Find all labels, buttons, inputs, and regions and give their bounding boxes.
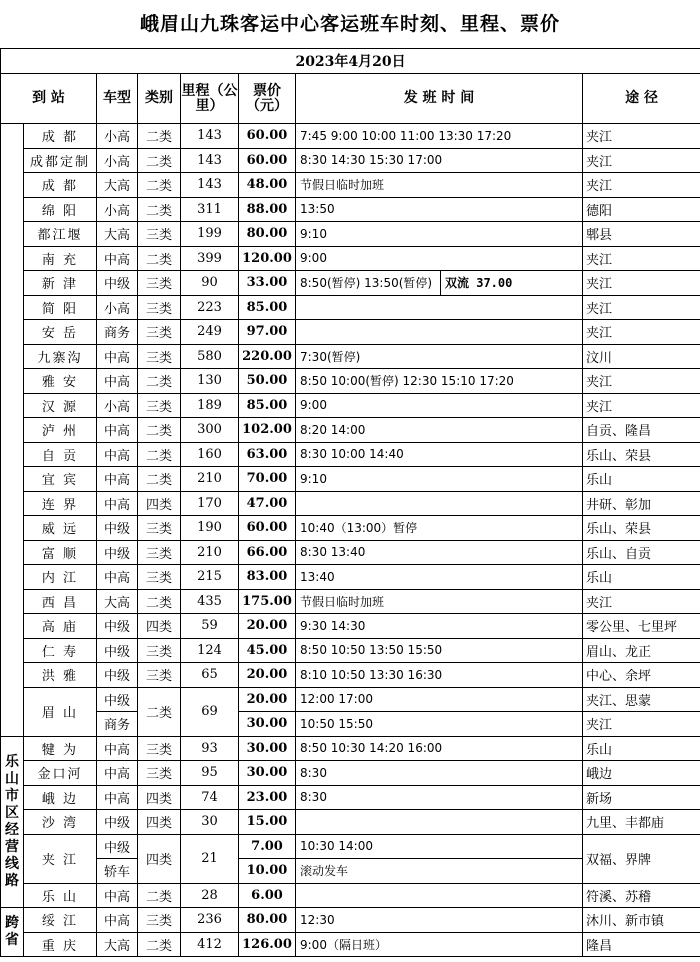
category-cell: 四类 <box>138 491 181 516</box>
times-cell: 9:00（隔日班） <box>296 932 583 957</box>
vehicle-cell: 中高 <box>97 883 138 908</box>
route-cell: 夹江 <box>583 148 700 173</box>
price-cell: 20.00 <box>239 687 296 712</box>
vehicle-cell: 小高 <box>97 124 138 149</box>
category-cell: 三类 <box>138 295 181 320</box>
price-cell: 60.00 <box>239 124 296 149</box>
route-cell: 新场 <box>583 785 700 810</box>
price-cell: 30.00 <box>239 712 296 737</box>
group-leshan-label: 乐 山 市 区 经 营 线 路 <box>1 736 24 908</box>
station-cell: 峨 边 <box>24 785 97 810</box>
mileage-cell: 65 <box>181 663 239 688</box>
table-row <box>1 344 700 369</box>
mileage-cell: 236 <box>181 908 239 933</box>
times-cell: 9:00 <box>296 393 583 418</box>
times-cell: 节假日临时加班 <box>296 173 583 198</box>
vehicle-cell: 中级 <box>97 516 138 541</box>
route-cell: 符溪、苏稽 <box>583 883 700 908</box>
price-cell: 80.00 <box>239 222 296 247</box>
category-cell: 四类 <box>138 810 181 835</box>
mileage-cell: 412 <box>181 932 239 957</box>
route-cell: 德阳 <box>583 197 700 222</box>
times-cell: 10:30 14:00 <box>296 834 583 859</box>
route-cell: 汶川 <box>583 344 700 369</box>
category-cell: 二类 <box>138 148 181 173</box>
route-cell: 乐山、自贡 <box>583 540 700 565</box>
vehicle-cell: 中高 <box>97 344 138 369</box>
category-cell: 二类 <box>138 442 181 467</box>
category-cell: 二类 <box>138 173 181 198</box>
times-cell: 10:40（13:00）暂停 <box>296 516 583 541</box>
mileage-cell: 130 <box>181 369 239 394</box>
mileage-cell: 580 <box>181 344 239 369</box>
times-cell <box>296 883 583 908</box>
times-cell <box>296 491 583 516</box>
times-cell: 13:40 <box>296 565 583 590</box>
station-cell: 南 充 <box>24 246 97 271</box>
category-cell: 二类 <box>138 197 181 222</box>
table-row <box>1 148 700 173</box>
table-row <box>1 810 700 835</box>
vehicle-cell: 中级 <box>97 687 138 712</box>
station-cell: 连 界 <box>24 491 97 516</box>
route-cell: 夹江 <box>583 173 700 198</box>
table-row <box>1 614 700 639</box>
table-row <box>1 565 700 590</box>
station-cell: 泸 州 <box>24 418 97 443</box>
vehicle-cell: 中级 <box>97 614 138 639</box>
station-cell: 威 远 <box>24 516 97 541</box>
vehicle-cell: 大高 <box>97 173 138 198</box>
table-row <box>1 663 700 688</box>
vehicle-cell: 中级 <box>97 663 138 688</box>
route-cell: 九里、丰都庙 <box>583 810 700 835</box>
table-row <box>1 516 700 541</box>
mileage-cell: 210 <box>181 540 239 565</box>
station-cell: 雅 安 <box>24 369 97 394</box>
route-cell: 郫县 <box>583 222 700 247</box>
price-cell: 85.00 <box>239 393 296 418</box>
route-cell: 夹江 <box>583 393 700 418</box>
table-row <box>1 712 700 737</box>
mileage-cell: 95 <box>181 761 239 786</box>
station-cell: 乐 山 <box>24 883 97 908</box>
category-cell: 三类 <box>138 393 181 418</box>
price-cell: 20.00 <box>239 663 296 688</box>
table-row <box>1 491 700 516</box>
station-cell: 成 都 <box>24 124 97 149</box>
date-header: 2023年4月20日 <box>1 49 700 74</box>
price-cell: 120.00 <box>239 246 296 271</box>
mileage-cell: 223 <box>181 295 239 320</box>
category-cell: 四类 <box>138 785 181 810</box>
route-cell: 峨边 <box>583 761 700 786</box>
vehicle-cell: 中高 <box>97 246 138 271</box>
table-row <box>1 222 700 247</box>
mileage-cell: 143 <box>181 148 239 173</box>
route-cell: 夹江、思蒙 <box>583 687 700 712</box>
times-cell: 8:30 13:40 <box>296 540 583 565</box>
route-cell: 双福、界牌 <box>583 834 700 883</box>
times-cell <box>296 810 583 835</box>
times-cell: 9:10 <box>296 467 583 492</box>
route-cell: 夹江 <box>583 295 700 320</box>
price-cell: 7.00 <box>239 834 296 859</box>
vehicle-cell: 小高 <box>97 295 138 320</box>
times-cell: 8:50 10:30 14:20 16:00 <box>296 736 583 761</box>
times-cell: 节假日临时加班 <box>296 589 583 614</box>
route-cell: 夹江 <box>583 271 700 296</box>
station-cell: 九寨沟 <box>24 344 97 369</box>
table-row <box>1 736 700 761</box>
times-cell: 8:20 14:00 <box>296 418 583 443</box>
times-cell: 10:50 15:50 <box>296 712 583 737</box>
times-cell: 8:30 10:00 14:40 <box>296 442 583 467</box>
station-cell: 内 江 <box>24 565 97 590</box>
category-cell: 二类 <box>138 418 181 443</box>
category-cell: 三类 <box>138 908 181 933</box>
times-cell: 8:30 <box>296 785 583 810</box>
category-cell: 四类 <box>138 834 181 883</box>
route-cell: 乐山 <box>583 467 700 492</box>
mileage-cell: 170 <box>181 491 239 516</box>
mileage-cell: 28 <box>181 883 239 908</box>
category-cell: 二类 <box>138 932 181 957</box>
category-cell: 三类 <box>138 344 181 369</box>
station-cell: 夹 江 <box>24 834 97 883</box>
table-row <box>1 589 700 614</box>
table-row <box>1 442 700 467</box>
vehicle-cell: 小高 <box>97 393 138 418</box>
station-cell: 金口河 <box>24 761 97 786</box>
category-cell: 二类 <box>138 246 181 271</box>
mileage-cell: 435 <box>181 589 239 614</box>
group-cross-label: 跨 省 <box>1 908 24 957</box>
mileage-cell: 93 <box>181 736 239 761</box>
header-mileage: 里程（公里） <box>181 74 239 124</box>
price-cell: 60.00 <box>239 516 296 541</box>
table-row <box>1 173 700 198</box>
category-cell: 二类 <box>138 369 181 394</box>
station-cell: 成都定制 <box>24 148 97 173</box>
price-cell: 83.00 <box>239 565 296 590</box>
table-row <box>1 908 700 933</box>
station-cell: 仁 寿 <box>24 638 97 663</box>
mileage-cell: 199 <box>181 222 239 247</box>
price-cell: 10.00 <box>239 859 296 884</box>
price-cell: 23.00 <box>239 785 296 810</box>
category-cell: 二类 <box>138 687 181 736</box>
route-cell: 夹江 <box>583 369 700 394</box>
header-row <box>1 74 700 124</box>
table-row <box>1 932 700 957</box>
route-cell: 隆昌 <box>583 932 700 957</box>
vehicle-cell: 轿车 <box>97 859 138 884</box>
price-cell: 20.00 <box>239 614 296 639</box>
price-cell: 66.00 <box>239 540 296 565</box>
station-cell: 都江堰 <box>24 222 97 247</box>
category-cell: 三类 <box>138 516 181 541</box>
price-cell: 175.00 <box>239 589 296 614</box>
price-cell: 47.00 <box>239 491 296 516</box>
station-cell: 高 庙 <box>24 614 97 639</box>
mileage-cell: 311 <box>181 197 239 222</box>
route-cell: 乐山 <box>583 565 700 590</box>
route-cell: 井研、彰加 <box>583 491 700 516</box>
schedule-table <box>0 48 700 957</box>
table-row <box>1 785 700 810</box>
station-cell: 眉 山 <box>24 687 97 736</box>
vehicle-cell: 大高 <box>97 222 138 247</box>
price-cell: 33.00 <box>239 271 296 296</box>
vehicle-cell: 中高 <box>97 491 138 516</box>
table-row <box>1 883 700 908</box>
mileage-cell: 59 <box>181 614 239 639</box>
route-cell: 夹江 <box>583 124 700 149</box>
mileage-cell: 143 <box>181 124 239 149</box>
price-cell: 70.00 <box>239 467 296 492</box>
vehicle-cell: 中高 <box>97 785 138 810</box>
station-cell: 安 岳 <box>24 320 97 345</box>
vehicle-cell: 中级 <box>97 271 138 296</box>
mileage-cell: 399 <box>181 246 239 271</box>
category-cell: 三类 <box>138 320 181 345</box>
route-cell: 乐山 <box>583 736 700 761</box>
mileage-cell: 124 <box>181 638 239 663</box>
price-cell: 88.00 <box>239 197 296 222</box>
times-cell: 8:30 14:30 15:30 17:00 <box>296 148 583 173</box>
header-route: 途 径 <box>583 74 700 124</box>
vehicle-cell: 中级 <box>97 810 138 835</box>
price-cell: 15.00 <box>239 810 296 835</box>
route-cell: 沐川、新市镇 <box>583 908 700 933</box>
vehicle-cell: 中高 <box>97 418 138 443</box>
vehicle-cell: 中高 <box>97 442 138 467</box>
times-extra-cell: 双流 37.00 <box>441 271 583 296</box>
station-cell: 绵 阳 <box>24 197 97 222</box>
table-row <box>1 761 700 786</box>
price-cell: 50.00 <box>239 369 296 394</box>
header-times: 发 班 时 间 <box>296 74 583 124</box>
times-cell <box>296 320 583 345</box>
mileage-cell: 90 <box>181 271 239 296</box>
route-cell: 夹江 <box>583 712 700 737</box>
mileage-cell: 300 <box>181 418 239 443</box>
mileage-cell: 190 <box>181 516 239 541</box>
mileage-cell: 143 <box>181 173 239 198</box>
times-cell: 7:30(暂停) <box>296 344 583 369</box>
table-row <box>1 638 700 663</box>
route-cell: 夹江 <box>583 320 700 345</box>
mileage-cell: 30 <box>181 810 239 835</box>
category-cell: 三类 <box>138 736 181 761</box>
group-blank <box>1 124 24 737</box>
table-row <box>1 687 700 712</box>
mileage-cell: 249 <box>181 320 239 345</box>
times-cell: 8:30 <box>296 761 583 786</box>
station-cell: 西 昌 <box>24 589 97 614</box>
mileage-cell: 160 <box>181 442 239 467</box>
table-row <box>1 320 700 345</box>
vehicle-cell: 中高 <box>97 467 138 492</box>
times-cell: 13:50 <box>296 197 583 222</box>
times-cell: 12:00 17:00 <box>296 687 583 712</box>
times-cell: 8:50 10:00(暂停) 12:30 15:10 17:20 <box>296 369 583 394</box>
vehicle-cell: 中高 <box>97 369 138 394</box>
route-cell: 眉山、龙正 <box>583 638 700 663</box>
category-cell: 三类 <box>138 271 181 296</box>
station-cell: 沙 湾 <box>24 810 97 835</box>
station-cell: 新 津 <box>24 271 97 296</box>
station-cell: 宜 宾 <box>24 467 97 492</box>
times-cell: 7:45 9:00 10:00 11:00 13:30 17:20 <box>296 124 583 149</box>
table-row <box>1 393 700 418</box>
vehicle-cell: 中高 <box>97 761 138 786</box>
header-price: 票价（元） <box>239 74 296 124</box>
route-cell: 夹江 <box>583 246 700 271</box>
times-cell: 8:50 10:50 13:50 15:50 <box>296 638 583 663</box>
mileage-cell: 69 <box>181 687 239 736</box>
price-cell: 48.00 <box>239 173 296 198</box>
price-cell: 63.00 <box>239 442 296 467</box>
price-cell: 102.00 <box>239 418 296 443</box>
category-cell: 三类 <box>138 565 181 590</box>
table-row <box>1 467 700 492</box>
vehicle-cell: 中高 <box>97 908 138 933</box>
mileage-cell: 21 <box>181 834 239 883</box>
header-vehicle: 车型 <box>97 74 138 124</box>
route-cell: 自贡、隆昌 <box>583 418 700 443</box>
category-cell: 三类 <box>138 638 181 663</box>
route-cell: 中心、余坪 <box>583 663 700 688</box>
table-row <box>1 834 700 859</box>
station-cell: 自 贡 <box>24 442 97 467</box>
price-cell: 30.00 <box>239 761 296 786</box>
times-cell <box>296 295 583 320</box>
station-cell: 富 顺 <box>24 540 97 565</box>
category-cell: 四类 <box>138 614 181 639</box>
station-cell: 汉 源 <box>24 393 97 418</box>
category-cell: 二类 <box>138 589 181 614</box>
category-cell: 二类 <box>138 467 181 492</box>
mileage-cell: 74 <box>181 785 239 810</box>
vehicle-cell: 中级 <box>97 834 138 859</box>
station-cell: 犍 为 <box>24 736 97 761</box>
price-cell: 30.00 <box>239 736 296 761</box>
route-cell: 乐山、荣县 <box>583 442 700 467</box>
header-category: 类别 <box>138 74 181 124</box>
times-cell: 9:30 14:30 <box>296 614 583 639</box>
table-row <box>1 271 700 296</box>
station-cell: 洪 雅 <box>24 663 97 688</box>
price-cell: 97.00 <box>239 320 296 345</box>
vehicle-cell: 中级 <box>97 638 138 663</box>
times-cell: 12:30 <box>296 908 583 933</box>
table-row <box>1 295 700 320</box>
route-cell: 乐山、荣县 <box>583 516 700 541</box>
category-cell: 三类 <box>138 761 181 786</box>
table-row <box>1 246 700 271</box>
price-cell: 126.00 <box>239 932 296 957</box>
station-cell: 绥 江 <box>24 908 97 933</box>
vehicle-cell: 小高 <box>97 197 138 222</box>
price-cell: 60.00 <box>239 148 296 173</box>
vehicle-cell: 中级 <box>97 540 138 565</box>
table-row <box>1 540 700 565</box>
price-cell: 85.00 <box>239 295 296 320</box>
route-cell: 夹江 <box>583 589 700 614</box>
vehicle-cell: 大高 <box>97 932 138 957</box>
vehicle-cell: 商务 <box>97 712 138 737</box>
mileage-cell: 210 <box>181 467 239 492</box>
table-row <box>1 369 700 394</box>
vehicle-cell: 中高 <box>97 736 138 761</box>
times-cell: 滚动发车 <box>296 859 583 884</box>
price-cell: 80.00 <box>239 908 296 933</box>
table-row <box>1 418 700 443</box>
times-cell: 8:50(暂停) 13:50(暂停) <box>296 271 441 296</box>
category-cell: 三类 <box>138 222 181 247</box>
price-cell: 6.00 <box>239 883 296 908</box>
station-cell: 成 都 <box>24 173 97 198</box>
times-cell: 9:00 <box>296 246 583 271</box>
table-row <box>1 197 700 222</box>
header-station: 到 站 <box>1 74 97 124</box>
route-cell: 零公里、七里坪 <box>583 614 700 639</box>
page-title: 峨眉山九珠客运中心客运班车时刻、里程、票价 <box>139 13 560 35</box>
times-cell: 9:10 <box>296 222 583 247</box>
station-cell: 简 阳 <box>24 295 97 320</box>
price-cell: 220.00 <box>239 344 296 369</box>
category-cell: 三类 <box>138 663 181 688</box>
category-cell: 二类 <box>138 124 181 149</box>
vehicle-cell: 大高 <box>97 589 138 614</box>
vehicle-cell: 商务 <box>97 320 138 345</box>
table-row <box>1 124 700 149</box>
mileage-cell: 189 <box>181 393 239 418</box>
times-cell: 8:10 10:50 13:30 16:30 <box>296 663 583 688</box>
vehicle-cell: 中高 <box>97 565 138 590</box>
category-cell: 二类 <box>138 883 181 908</box>
category-cell: 三类 <box>138 540 181 565</box>
station-cell: 重 庆 <box>24 932 97 957</box>
vehicle-cell: 小高 <box>97 148 138 173</box>
mileage-cell: 215 <box>181 565 239 590</box>
price-cell: 45.00 <box>239 638 296 663</box>
